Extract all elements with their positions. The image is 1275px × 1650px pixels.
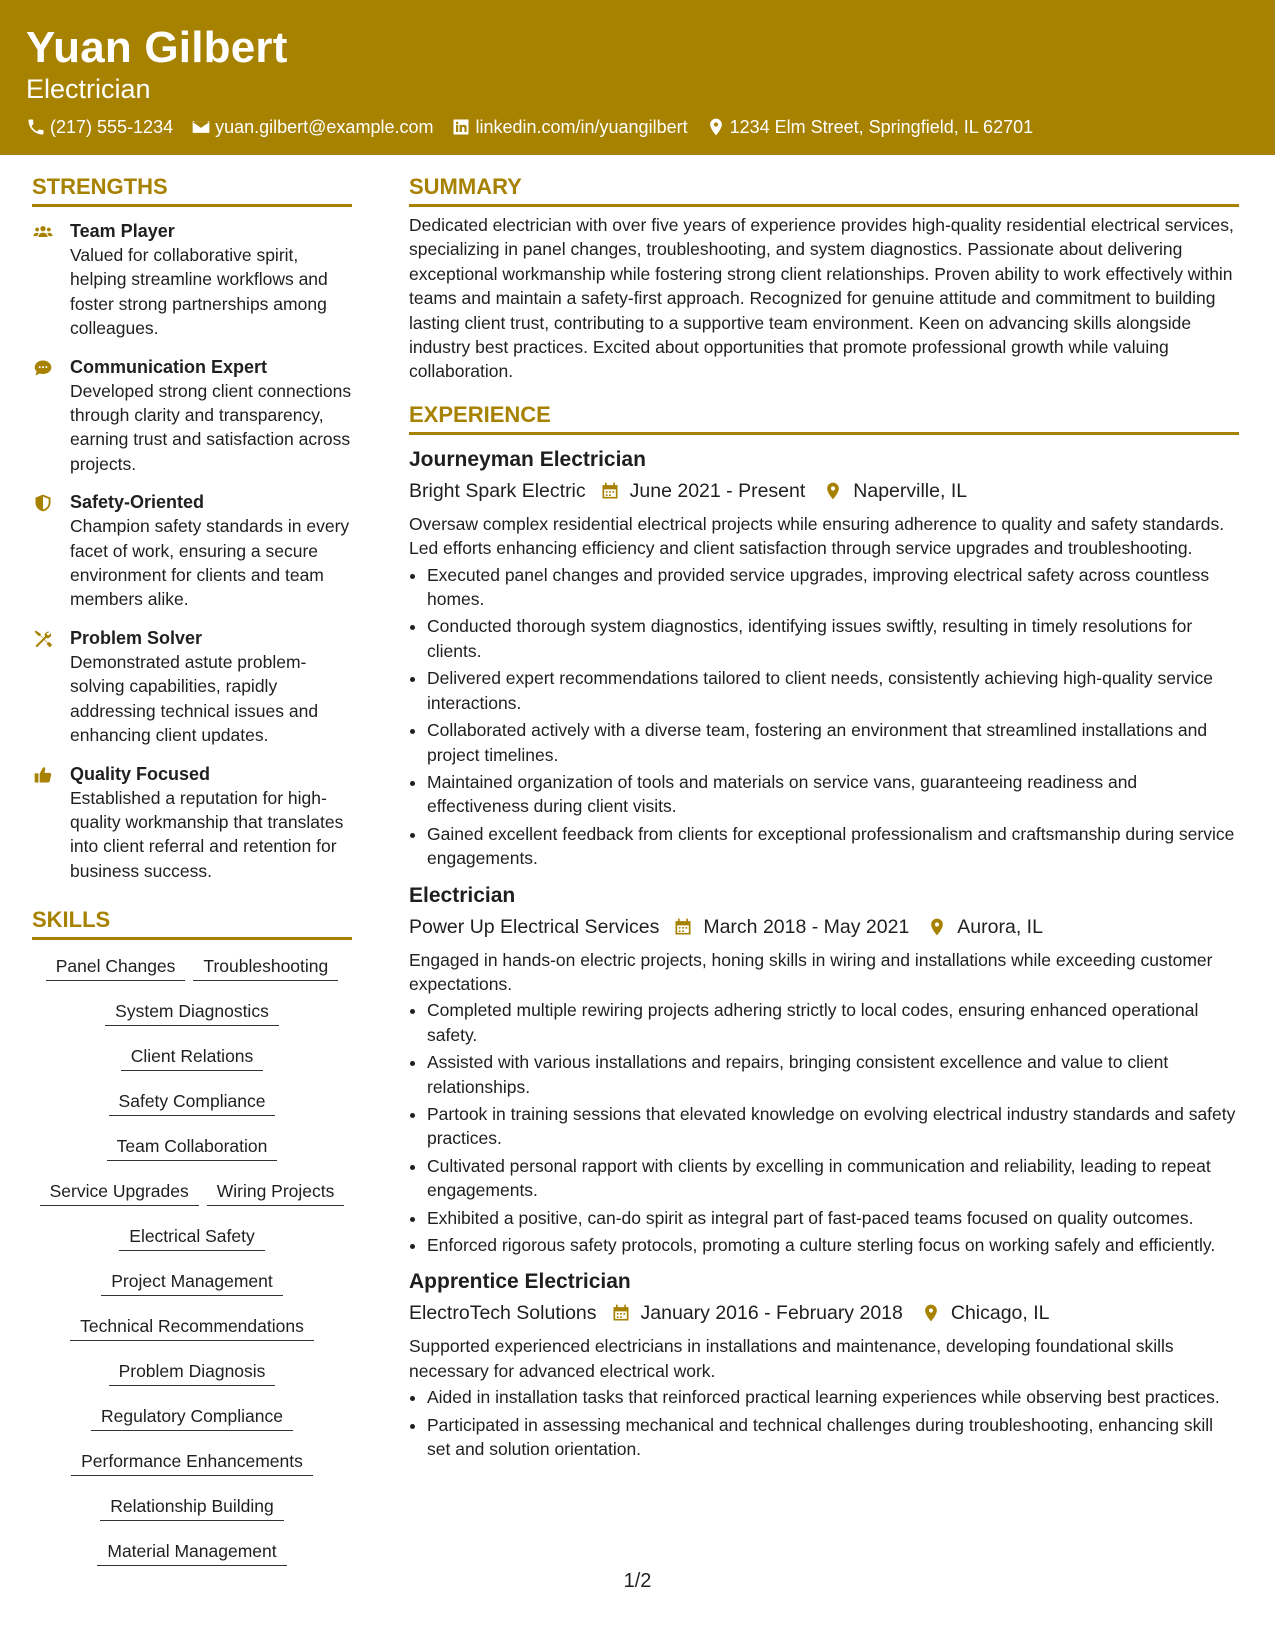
skill-tag: Client Relations [121, 1044, 264, 1071]
job-bullet: • Executed panel changes and provided service upgrades, improving electrical safety across countless homes. [427, 563, 1239, 612]
skill-tag: Regulatory Compliance [91, 1404, 293, 1431]
skill-tag: Panel Changes [46, 954, 186, 981]
job-location: Aurora, IL [957, 915, 1043, 938]
shield-icon [32, 493, 54, 513]
job-bullet: • Aided in installation tasks that reinforced practical learning experiences while observing best practices. [427, 1385, 1239, 1409]
map-pin-icon [921, 1303, 941, 1323]
job-bullet: • Partook in training sessions that elevated knowledge on evolving electrical industry standards and safety practices. [427, 1102, 1239, 1151]
job-bullet: • Participated in assessing mechanical and technical challenges during troubleshooting, enhancing skill set and solution orientation. [427, 1413, 1239, 1462]
candidate-role: Electrician [26, 74, 151, 104]
job-meta [409, 1298, 1239, 1328]
map-pin-icon [706, 117, 726, 137]
contact-phone[interactable] [26, 114, 173, 140]
tools-icon [32, 629, 54, 649]
job-bullet: • Cultivated personal rapport with clients by excelling in communication and reliability, leading to repeat engagements. [427, 1154, 1239, 1203]
skill-tag: Team Collaboration [107, 1134, 278, 1161]
strength-title: Quality Focused [70, 763, 211, 784]
contact-email[interactable] [191, 114, 433, 140]
strength-item [32, 219, 352, 341]
skill-tag: Project Management [101, 1269, 282, 1296]
email-text: yuan.gilbert@example.com [215, 117, 434, 137]
job-company: Power Up Electrical Services [409, 915, 660, 938]
strength-item [32, 490, 352, 612]
job-bullet: • Collaborated actively with a diverse team, fostering an environment that streamlined installations and project timelines. [427, 718, 1239, 767]
map-pin-icon [823, 481, 843, 501]
job-title: Journeyman Electrician [409, 447, 646, 471]
skill-tag: Service Upgrades [40, 1179, 199, 1206]
calendar-icon [611, 1303, 631, 1323]
skill-tag: Performance Enhancements [71, 1449, 313, 1476]
job-entry [409, 881, 1239, 1258]
strength-item [32, 762, 352, 884]
strength-desc: Valued for collaborative spirit, helping streamline workflows and foster strong partnerships among colleagues. [70, 245, 328, 339]
skill-tag: Material Management [97, 1539, 286, 1566]
resume-header [0, 0, 1275, 155]
strength-desc: Established a reputation for high-quality workmanship that translates into client referral and retention for business success. [70, 787, 344, 881]
job-bullets [409, 998, 1239, 1257]
phone-text: (217) 555-1234 [50, 117, 174, 137]
skill-tag: Technical Recommendations [70, 1314, 314, 1341]
strength-item [32, 626, 352, 748]
thumbs-up-icon [32, 765, 54, 785]
linkedin-text: linkedin.com/in/yuangilbert [475, 117, 688, 137]
users-icon [32, 222, 54, 242]
job-bullet: • Completed multiple rewiring projects adhering strictly to local codes, ensuring enhanced operational safety. [427, 998, 1239, 1047]
job-bullet: • Delivered expert recommendations tailored to client needs, consistently achieving high-quality service interactions. [427, 666, 1239, 715]
job-bullet: • Gained excellent feedback from clients for exceptional professionalism and craftsmanship during service engagements. [427, 822, 1239, 871]
contact-address [706, 114, 1034, 140]
address-text: 1234 Elm Street, Springfield, IL 62701 [729, 117, 1034, 137]
job-bullets [409, 563, 1239, 871]
job-bullets [409, 1385, 1239, 1461]
skill-tag: Safety Compliance [109, 1089, 276, 1116]
skill-tag: Relationship Building [100, 1494, 283, 1521]
page-number: 1/2 [623, 1570, 652, 1592]
map-pin-icon [927, 917, 947, 937]
job-bullet: • Conducted thorough system diagnostics, identifying issues swiftly, resulting in timely resolutions for clients. [427, 614, 1239, 663]
job-entry [409, 1267, 1239, 1461]
job-dates: January 2016 - February 2018 [640, 1302, 903, 1325]
job-company: Bright Spark Electric [409, 479, 586, 502]
job-location: Naperville, IL [853, 479, 968, 502]
job-dates: June 2021 - Present [629, 479, 806, 502]
job-description: Oversaw complex residential electrical projects while ensuring adherence to quality and safety standards. Led efforts enhancing efficiency and client satisfaction through service upgrades and troubleshooting. [409, 513, 1225, 559]
skill-tag: Problem Diagnosis [109, 1359, 276, 1386]
skills-heading: SKILLS [32, 905, 352, 940]
skill-tag: Wiring Projects [207, 1179, 345, 1206]
chat-icon [32, 358, 54, 378]
summary-text: Dedicated electrician with over five years of experience provides high-quality residential electrical services, specializing in panel changes, troubleshooting, and system diagnostics. Passionate about delivering exceptional workmanship while fostering strong client relationships. Proven ability to work effectively within teams and maintain a safety-first approach. Recognized for genuine attitude and commitment to building lasting client trust, contributing to a supportive team environment. Keen on advancing skills alongside industry best practices. Excited about opportunities that promote professional growth while valuing collaboration. [409, 215, 1234, 382]
job-location: Chicago, IL [950, 1302, 1050, 1325]
experience-heading: EXPERIENCE [409, 400, 1239, 435]
job-entry [409, 445, 1239, 871]
strengths-list [32, 219, 352, 883]
job-title: Electrician [409, 883, 516, 907]
job-meta [409, 912, 1239, 942]
strengths-heading: STRENGTHS [32, 172, 352, 207]
envelope-icon [191, 117, 211, 137]
calendar-icon [673, 917, 693, 937]
strength-desc: Champion safety standards in every facet of work, ensuring a secure environment for clients and team members alike. [70, 516, 350, 610]
left-column [32, 172, 352, 1584]
skills-list [32, 954, 352, 1584]
skill-tag: System Diagnostics [105, 999, 279, 1026]
job-title: Apprentice Electrician [409, 1270, 631, 1294]
summary-heading: SUMMARY [409, 172, 1239, 207]
strength-item [32, 355, 352, 477]
job-description: Engaged in hands-on electric projects, honing skills in wiring and installations while exceeding customer expectations. [409, 949, 1213, 994]
right-column [409, 172, 1239, 1464]
strength-title: Communication Expert [70, 356, 268, 377]
contact-linkedin[interactable] [451, 114, 687, 140]
job-bullet: • Exhibited a positive, can-do spirit as integral part of fast-paced teams focused on quality outcomes. [427, 1206, 1239, 1230]
strength-title: Safety-Oriented [70, 492, 205, 513]
skill-tag: Electrical Safety [119, 1224, 264, 1251]
contact-bar [26, 114, 1051, 140]
job-description: Supported experienced electricians in installations and maintenance, developing foundational skills necessary for advanced electrical work. [409, 1336, 1174, 1381]
job-company: ElectroTech Solutions [409, 1302, 597, 1325]
linkedin-icon [451, 117, 471, 137]
candidate-name: Yuan Gilbert [26, 23, 288, 72]
job-bullet: • Enforced rigorous safety protocols, promoting a culture sterling focus on working safely and efficiently. [427, 1233, 1239, 1257]
phone-icon [26, 117, 46, 137]
skill-tag: Troubleshooting [193, 954, 338, 981]
strength-title: Team Player [70, 221, 175, 241]
strength-desc: Demonstrated astute problem-solving capabilities, rapidly addressing technical issues and enhancing client updates. [70, 651, 319, 746]
job-bullet: • Maintained organization of tools and materials on service vans, guaranteeing readiness and effectiveness during client visits. [427, 770, 1239, 819]
job-meta [409, 476, 1239, 506]
job-bullet: • Assisted with various installations and repairs, bringing consistent excellence and value to client relationships. [427, 1050, 1239, 1099]
job-dates: March 2018 - May 2021 [703, 915, 910, 938]
strength-title: Problem Solver [70, 627, 203, 648]
strength-desc: Developed strong client connections through clarity and transparency, earning trust and satisfaction across projects. [70, 380, 352, 474]
calendar-icon [600, 481, 620, 501]
